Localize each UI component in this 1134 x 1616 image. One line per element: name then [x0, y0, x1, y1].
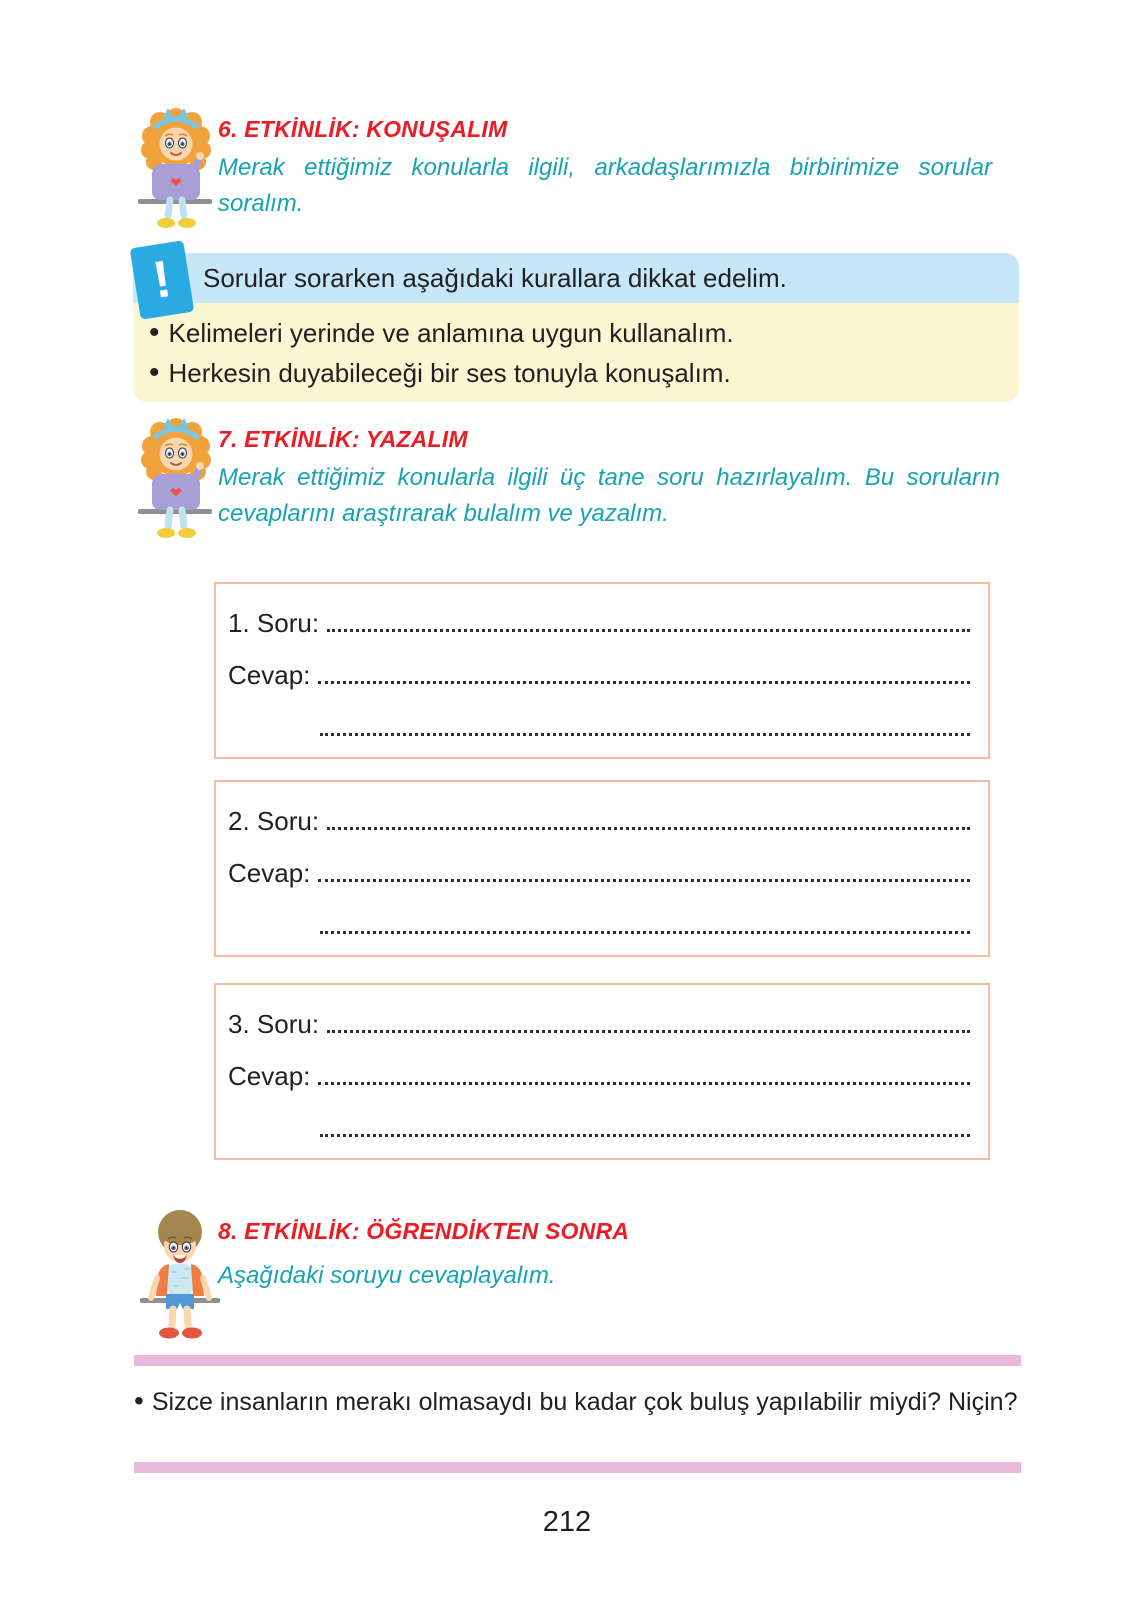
activity-8-title: 8. ETKİNLİK: ÖĞRENDİKTEN SONRA — [218, 1218, 630, 1244]
activity-7-title: 7. ETKİNLİK: YAZALIM — [218, 426, 468, 452]
question-box-2 — [214, 780, 990, 957]
boy-character-illustration — [140, 1206, 222, 1346]
final-question-text: Sizce insanların merakı olmasaydı bu kadar çok buluş yapılabilir miydi? Niçin? — [151, 1388, 1018, 1416]
note-box-header-text: Sorular sorarken aşağıdaki kurallara dikkat edelim. — [203, 262, 787, 293]
pink-divider-top — [134, 1355, 1021, 1366]
bullet-marker: • — [134, 1385, 144, 1416]
answer-1-label: Cevap: — [228, 660, 311, 690]
pink-divider-bottom — [134, 1462, 1021, 1473]
question-box-1 — [214, 582, 990, 759]
girl-character-illustration — [136, 412, 216, 546]
question-3-answer-line — [327, 1030, 970, 1033]
bullet-marker: • — [149, 356, 160, 389]
note-box-header — [133, 253, 1019, 303]
answer-3-line — [318, 1082, 970, 1085]
activity-8-instruction: Aşağıdaki soruyu cevaplayalım. — [218, 1262, 556, 1289]
answer-1-line — [318, 681, 970, 684]
answer-3-label: Cevap: — [228, 1061, 311, 1091]
rules-note-box — [133, 250, 1019, 402]
rule-text: Herkesin duyabileceği bir ses tonuyla konuşalım. — [168, 357, 731, 388]
exclamation-glyph: ! — [148, 250, 176, 310]
question-2-label: 2. Soru: — [228, 806, 320, 836]
rule-text: Kelimeleri yerinde ve anlamına uygun kullanalım. — [168, 317, 734, 348]
page-number: 212 — [542, 1506, 592, 1538]
bullet-marker: • — [149, 316, 160, 349]
question-3-label: 3. Soru: — [228, 1009, 320, 1039]
rule-item — [149, 313, 1003, 353]
question-2-answer-line — [327, 827, 970, 830]
activity-7-instruction: Merak ettiğimiz konularla ilgili üç tane soru hazırlayalım. Bu soruların cevaplarını araştırarak bulalım ve yazalım. — [218, 464, 1000, 527]
question-1-label: 1. Soru: — [228, 608, 320, 638]
answer-2-line — [318, 879, 970, 882]
note-box-rules — [149, 313, 1003, 393]
exclamation-icon — [130, 240, 195, 320]
rule-item — [149, 353, 1003, 393]
answer-3-continuation-line — [320, 1134, 970, 1137]
question-box-3 — [214, 983, 990, 1160]
question-1-answer-line — [327, 629, 970, 632]
girl-character-illustration — [136, 102, 216, 236]
activity-6-title: 6. ETKİNLİK: KONUŞALIM — [218, 116, 508, 142]
activity-6-instruction: Merak ettiğimiz konularla ilgili, arkadaşlarımızla birbirimize sorular soralım. — [218, 154, 992, 217]
final-question — [134, 1377, 1027, 1426]
answer-2-continuation-line — [320, 931, 970, 934]
answer-2-label: Cevap: — [228, 858, 311, 888]
answer-1-continuation-line — [320, 733, 970, 736]
